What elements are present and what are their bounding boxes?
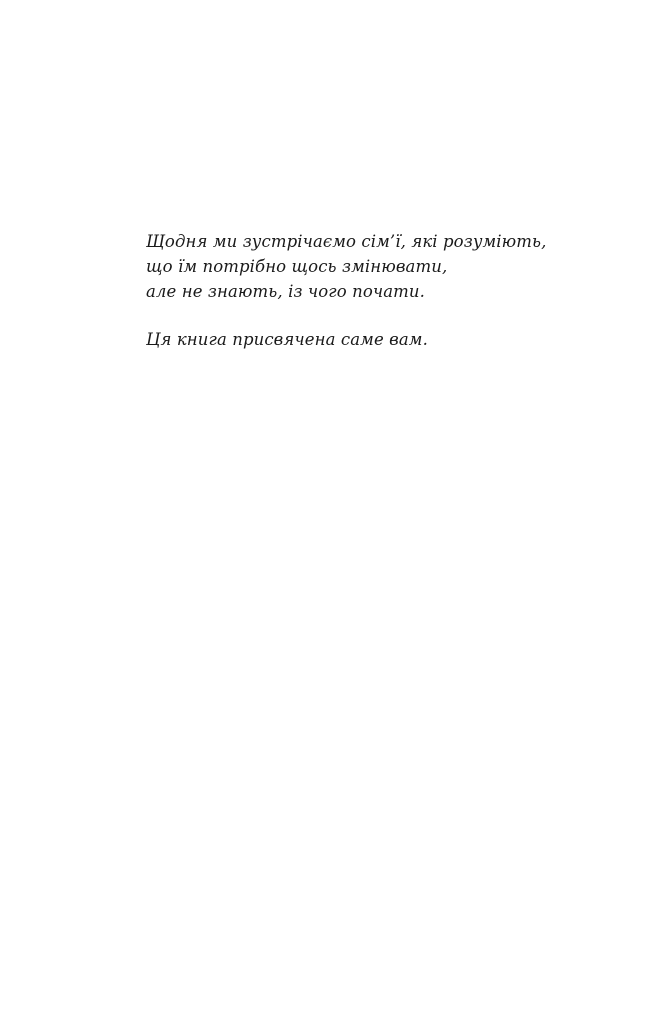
dedication-line: Щодня ми зустрічаємо сім’ї, які розуміють, xyxy=(146,232,547,251)
dedication-line: але не знають, із чого почати. xyxy=(146,282,425,301)
paragraph-spacer xyxy=(146,304,626,327)
dedication-paragraph xyxy=(146,229,626,304)
dedication-paragraph xyxy=(146,327,626,352)
dedication-line: що їм потрібно щось змінювати, xyxy=(146,257,448,276)
dedication-line: Ця книга присвячена саме вам. xyxy=(146,330,428,349)
dedication-text xyxy=(146,229,626,352)
